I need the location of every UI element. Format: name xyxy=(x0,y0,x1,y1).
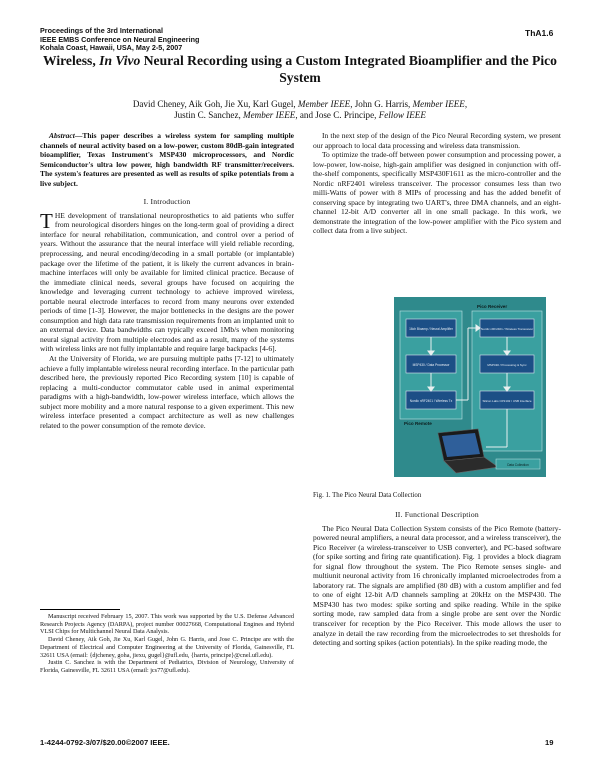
receiver-label: Pico Receiver xyxy=(477,304,508,309)
authors-member-1: Member IEEE xyxy=(297,99,351,109)
authors-line1-b: , John G. Harris, xyxy=(350,99,413,109)
footnote-3: Justin C. Sanchez is with the Department of Pediatrics, Division of Neurology, University of Florida, Gainesville, FL 32611 USA (email: jcs77@ufl.edu). xyxy=(40,659,294,674)
proceedings-line-2: IEEE EMBS Conference on Neural Engineering xyxy=(40,34,200,44)
title-italic: In Vivo xyxy=(99,53,141,68)
copyright-footer: 1-4244-0792-3/07/$20.00©2007 IEEE. xyxy=(40,738,170,747)
intro-paragraph-1-text: HE development of translational neuroprosthetics to aid patients who suffer from neurological disorders hinges on the long-term goal of providing a direct interface for neural rehabilitation, communication, and control over a period of years. Without the assurance that the neural interface will yield reliable recording, preprocessing, and neural encoding/decoding in a small portable (or implantable) package over the lifetime of the patient, it is likely the current advances in brain-machine interfaces will only be available for limited clinical practice. Because of the immediate clinical needs, several groups have focused on acquiring the knowledge and leveraging current technology to achieve improved wireless, portable neural electrode interfaces to record from many neurons over extended periods of time [1-3]. However, the major bottlenecks in the designs are the power consumption and high data rate transmission requirements from an implanted unit to an external device. Data bandwidths can typically exceed 1Mb/s when monitoring neural signal activity from multiple electrodes and as a result, many of the systems with wireless links are not fully implantable and require large backpacks [4-6]. xyxy=(40,210,294,354)
right-column-top xyxy=(313,131,561,236)
transmitter-box-label: Nordic nRF2401 / Wireless Tx xyxy=(409,399,453,403)
abstract-label: Abstract xyxy=(49,131,75,140)
abstract xyxy=(40,131,294,188)
block-diagram xyxy=(394,297,546,477)
title-part-2: Neural Recording using a Custom Integrated Bioamplifier and the Pico System xyxy=(140,53,557,85)
receiver-transceiver-label: Nordic nRF2401 / Wireless Transceiver xyxy=(480,327,534,331)
authors-fellow: Fellow IEEE xyxy=(378,110,426,121)
authors-line2-b: , and Jose C. Principe, xyxy=(295,110,379,121)
intro-paragraph-1 xyxy=(40,208,294,354)
footnote-2: David Cheney, Aik Goh, Jie Xu, Karl Gugel, John G. Harris, and Jose C. Principe are with the Department of Electrical and Computer Engineering at the University of Florida, Gainesville, FL 32611 USA (email: {djcheney, goha, jiexu, gugel}@ufl.edu, {harris, principe}@cnel.ufl.edu). xyxy=(40,636,294,659)
abstract-text: This paper describes a wireless system for sampling multiple channels of neural activity based on a low-power, custom 80dB-gain integrated bioamplifier, Texas Instrument's MSP430 microprocessors, and Nordic Semiconductor's ultra low power, high bandwidth RF transmitter/receivers. The system's features are presented as well as results of spike potentials from a live subject. xyxy=(40,131,294,188)
session-code: ThA1.6 xyxy=(525,28,554,38)
proceedings-line-3: Kohala Coast, Hawaii, USA, May 2-5, 2007 xyxy=(40,43,183,53)
left-column xyxy=(40,131,294,430)
section-heading-functional-description: II. Functional Description xyxy=(395,510,479,519)
footnotes xyxy=(40,613,294,675)
proceedings-header xyxy=(40,27,199,53)
title-part-1: Wireless, xyxy=(43,53,100,68)
authors-member-3: Member IEEE xyxy=(243,110,296,121)
section-heading-introduction: I. Introduction xyxy=(143,197,191,207)
paper-title xyxy=(40,52,560,86)
footnote-rule xyxy=(40,609,120,610)
author-list xyxy=(40,99,560,121)
proceedings-line-1: Proceedings of the 3rd International xyxy=(40,26,164,35)
authors-line1-c: , xyxy=(464,99,468,109)
footnote-1: Manuscript received February 15, 2007. This work was supported by the U.S. Defense Advanced Research Projects Agency (DARPA), project number 00027668, Computational Engines and Hybrid VLSI Chips for Multichannel Neural Data Analysis. xyxy=(40,613,294,636)
functional-paragraph-1: The Pico Neural Data Collection System consists of the Pico Remote (battery-powered neural amplifiers, a neural data processor, and a wireless transceiver), the Pico Receiver (a wireless-transceiver to USB converter), and PC-based software (for spike sorting and firing rate quantification). Fig. 1 provides a block diagram for signal flow throughout the system. The Pico Remote senses single- and multiunit neuronal activity from 16 chronically implanted microelectrodes from a laboratory rat. The signals are amplified (80 dB) with a custom amplifier and fed to one of eight 12-bit A/D channels sampling at 20kHz on the MSP430. The MSP430 has two modes: spike sorting and spike reading. While in the spike sorting mode, raw sampled data from a single probe are sent over the Nordic transceiver for reception by the Pico Receiver. This mode allows the user to analyze in detail the raw recording from the microelectrodes to set thresholds for detecting and sorting spikes (action potentials). In the spike reading mode, the xyxy=(313,523,561,648)
remote-label: Pico Remote xyxy=(404,421,432,426)
figure-caption: Fig. 1. The Pico Neural Data Collection xyxy=(313,492,422,499)
right-column-bottom xyxy=(313,510,561,648)
page-number: 19 xyxy=(545,738,554,747)
authors-member-2: Member IEEE xyxy=(412,99,465,109)
data-collection-label: Data Collection xyxy=(507,463,529,467)
abstract-dash: — xyxy=(74,131,83,140)
block-diagram-figure xyxy=(394,297,546,477)
right-paragraph-1: In the next step of the design of the Pico Neural Recording system, we present our approach to local data processing and wireless data transmission. xyxy=(313,131,561,150)
authors-line2-a: Justin C. Sanchez, xyxy=(174,110,244,121)
bioamp-box-label: 16ch Bioamp / Neural Amplifier xyxy=(409,327,453,331)
receiver-processor-label: MSP430 / Processing & Sync xyxy=(487,363,527,367)
right-paragraph-2: To optimize the trade-off between power consumption and processing power, a low-power, low-noise, high-gain amplifier was designed in conjunction with off-the-shelf components, specifically MSP430F1611 as the micro-controller and the Nordic nRF2401 wireless transceiver. The processor consumes less than two milli-Watts of power with 8 MIPs of processing and has the added benefit of conserving space by integrating two UART's, three DMA channels, and an eight-channel 12-bit A/D converter all in one small package. In this work, we demonstrate the integration of the low-power amplifier with the Pico system and collect data from a live subject. xyxy=(313,150,561,236)
authors-line1-a: David Cheney, Aik Goh, Jie Xu, Karl Gugel, xyxy=(132,99,298,109)
usb-interface-label: Silicon Labs CP2102 / USB Interface xyxy=(482,399,532,403)
drop-cap: T xyxy=(40,208,53,233)
intro-paragraph-2: At the University of Florida, we are pursuing multiple paths [7-12] to ultimately achieve a fully implantable wireless neural recording interface. In the particular path described here, the previously reported Pico Recording system [10] is capable of replacing a multi-conductor commutator cable used in animal experimental paradigms with a high-bandwidth, low-power wireless interface, which allows the subject more mobility and a more natural response to a given experiment. This new wireless interface presented a compact architecture as well as new challenges related to the power consumption of the remote device. xyxy=(40,354,294,430)
processor-box-label: MSP430 / Data Processor xyxy=(412,363,450,367)
